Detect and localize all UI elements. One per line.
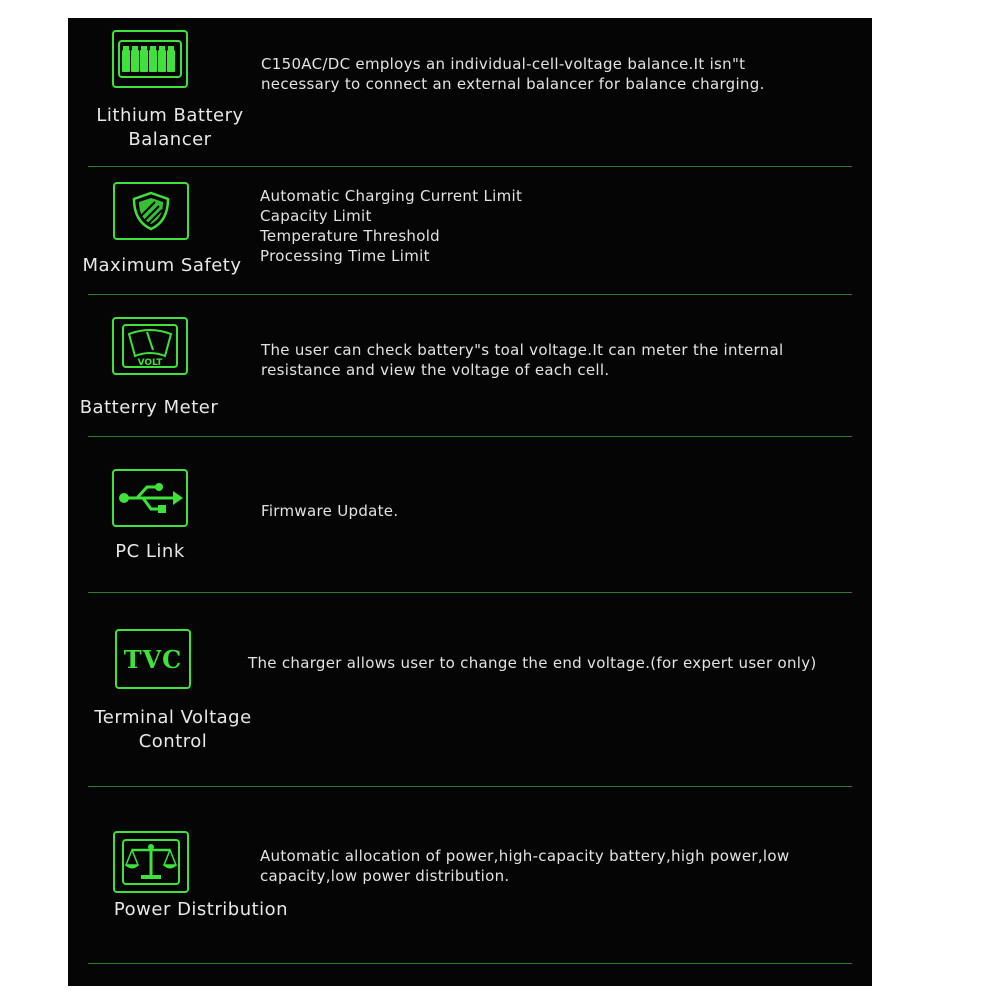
feature-desc-tvc: The charger allows user to change the end voltage.(for expert user only) (248, 654, 817, 672)
battery-cells-icon (112, 30, 188, 88)
feature-desc-meter: The user can check battery"s toal voltage.It can meter the internal resistance and view the voltage of each cell. (261, 341, 784, 379)
feature-desc-safety: Automatic Charging Current Limit Capacity Limit Temperature Threshold Processing Time Limit (260, 187, 523, 265)
divider (88, 436, 852, 437)
feature-panel (68, 18, 872, 986)
divider (88, 963, 852, 964)
divider (88, 166, 852, 167)
balance-scale-icon (113, 831, 189, 893)
feature-desc-power: Automatic allocation of power,high-capacity battery,high power,low capacity,low power distribution. (260, 847, 790, 885)
divider (88, 294, 852, 295)
feature-label-safety: Maximum Safety (82, 255, 242, 276)
feature-label-tvc: Terminal Voltage Control (94, 707, 252, 752)
feature-label-power: Power Distribution (113, 899, 289, 920)
feature-desc-balancer: C150AC/DC employs an individual-cell-voltage balance.It isn"t necessary to connect an external balancer for balance charging. (261, 55, 765, 93)
tvc-icon-text: TVC (123, 644, 183, 674)
divider (88, 592, 852, 593)
feature-desc-pclink: Firmware Update. (261, 502, 399, 520)
usb-icon (112, 469, 188, 527)
feature-label-meter: Batterry Meter (79, 397, 219, 418)
divider (88, 786, 852, 787)
volt-icon-text: VOLT (137, 358, 163, 368)
feature-label-balancer: Lithium Battery Balancer (96, 105, 244, 150)
tvc-icon (115, 629, 191, 689)
volt-meter-icon (112, 317, 188, 375)
feature-label-pclink: PC Link (115, 541, 185, 562)
shield-icon (113, 182, 189, 240)
